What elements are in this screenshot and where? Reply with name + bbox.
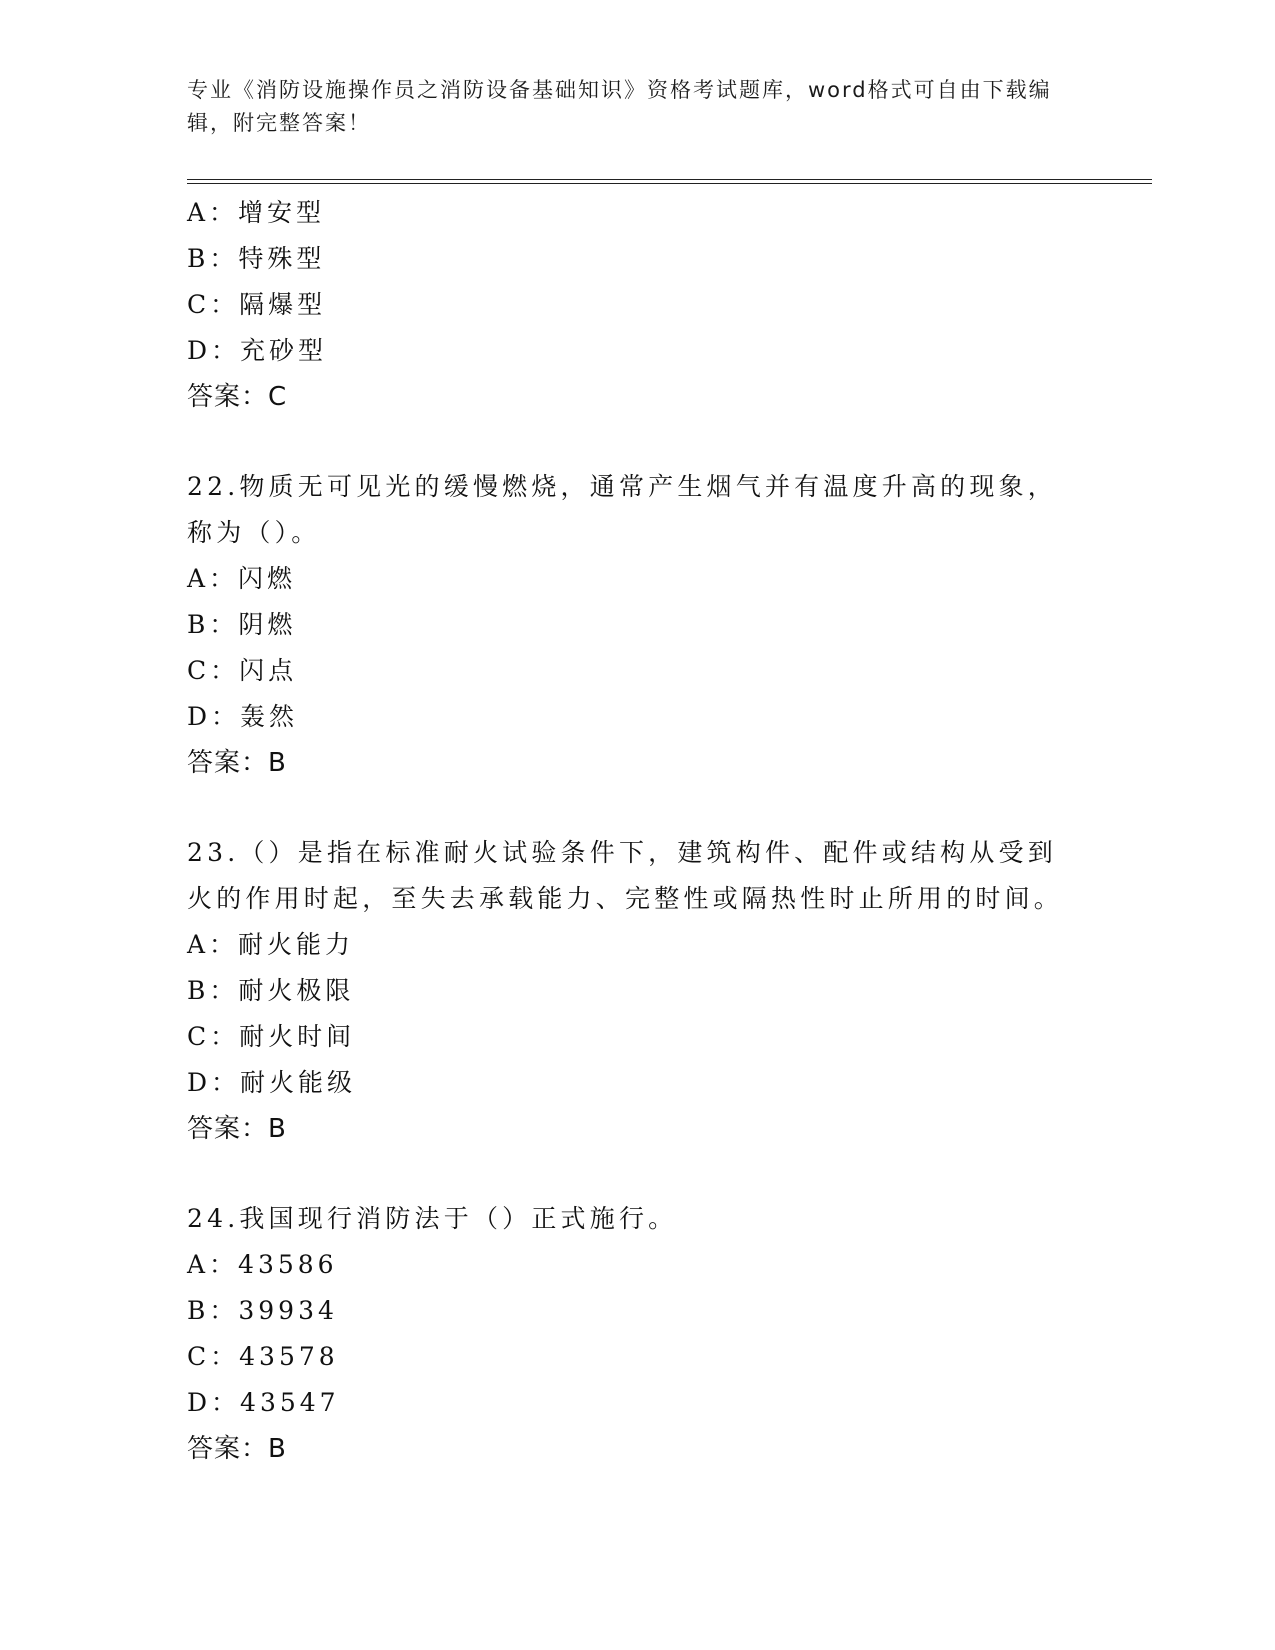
option-a: A：耐火能力	[187, 930, 355, 959]
option-a: A：43586	[187, 1250, 338, 1279]
question-stem: 24.我国现行消防法于（）正式施行。	[187, 1204, 678, 1233]
question-block-22	[187, 464, 1087, 786]
option-c: C：隔爆型	[187, 290, 327, 319]
option-a: A：增安型	[187, 198, 326, 227]
option-d: D：43547	[187, 1388, 340, 1417]
answer-label: 答案：C	[187, 382, 288, 412]
option-c: C：43578	[187, 1342, 339, 1371]
option-d: D：轰然	[187, 702, 299, 731]
question-block-21	[187, 190, 1087, 420]
option-c: C：闪点	[187, 656, 298, 685]
question-block-23	[187, 830, 1087, 1152]
option-d: D：耐火能级	[187, 1068, 357, 1097]
question-stem: 22.物质无可见光的缓慢燃烧，通常产生烟气并有温度升高的现象，称为（）。	[187, 472, 1057, 547]
answer-label: 答案：B	[187, 1114, 287, 1144]
option-c: C：耐火时间	[187, 1022, 356, 1051]
option-a: A：闪燃	[187, 564, 297, 593]
option-b: B：39934	[187, 1296, 338, 1325]
option-d: D：充砂型	[187, 336, 328, 365]
answer-label: 答案：B	[187, 748, 287, 778]
option-b: B：阴燃	[187, 610, 297, 639]
header-rule-top	[187, 179, 1152, 180]
question-stem: 23.（）是指在标准耐火试验条件下，建筑构件、配件或结构从受到火的作用时起，至失去承载能力、完整性或隔热性时止所用的时间。	[187, 838, 1064, 913]
answer-label: 答案：B	[187, 1434, 287, 1464]
question-list	[187, 190, 1087, 1472]
header-rule-bottom	[187, 183, 1152, 184]
document-header: 专业《消防设施操作员之消防设备基础知识》资格考试题库，word格式可自由下载编辑，附完整答案！	[187, 78, 1052, 135]
option-b: B：耐火极限	[187, 976, 355, 1005]
option-b: B：特殊型	[187, 244, 326, 273]
question-block-24	[187, 1196, 1087, 1472]
